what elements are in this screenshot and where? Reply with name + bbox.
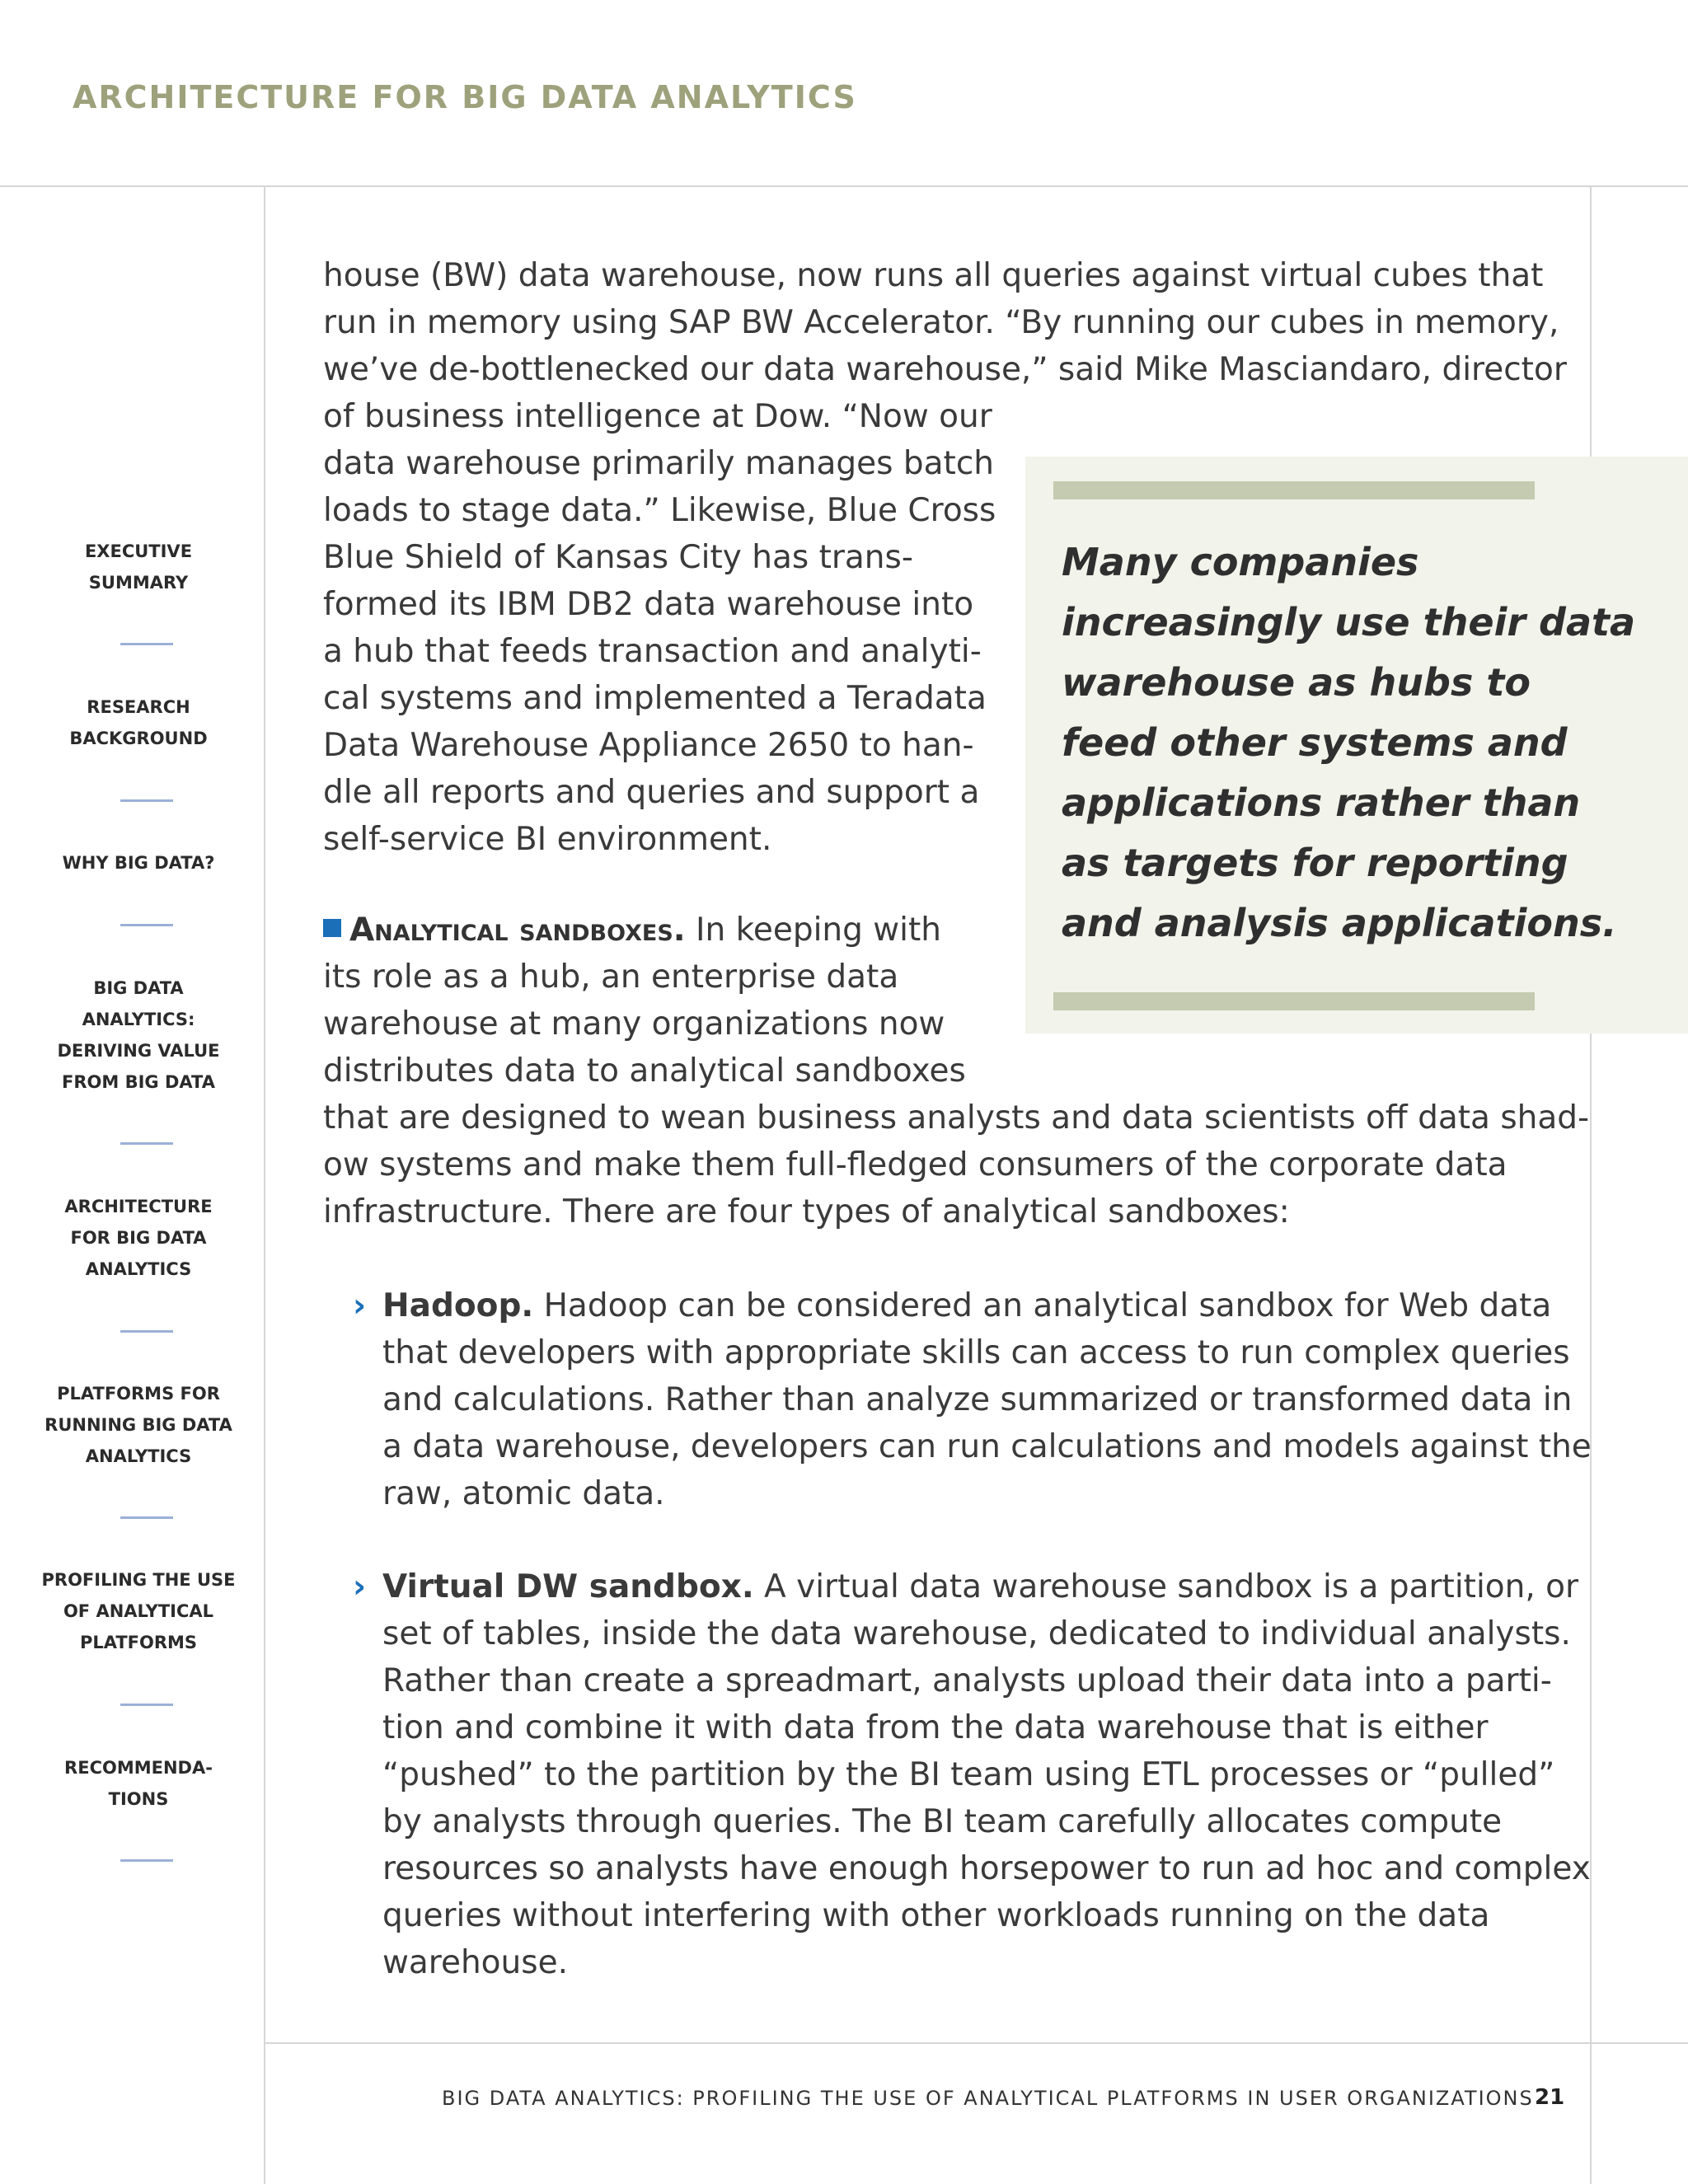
text-line: resources so analysts have enough horsepower to run ad hoc and complex xyxy=(382,1850,1591,1887)
nav-line: EXECUTIVE xyxy=(84,541,193,561)
nav-separator xyxy=(120,1859,173,1862)
nav-line: ANALYTICS xyxy=(85,1259,192,1279)
text-line: formed its IBM DB2 data warehouse into xyxy=(323,586,974,623)
text-line: tion and combine it with data from the data warehouse that is either xyxy=(382,1709,1489,1746)
text-line: set of tables, inside the data warehouse, dedicated to individual analysts. xyxy=(382,1615,1571,1652)
pull-quote-line: warehouse as hubs to xyxy=(1062,660,1531,705)
nav-line: ANALYTICS: xyxy=(82,1010,195,1029)
sidebar-item-executive-summary[interactable] xyxy=(33,536,244,598)
sidebar-item-why-big-data[interactable] xyxy=(33,847,244,879)
sidebar-item-research-background[interactable] xyxy=(33,691,244,754)
nav-line: FROM BIG DATA xyxy=(62,1072,215,1092)
sidebar-item-recommendations[interactable] xyxy=(33,1752,244,1815)
text-run: Hadoop can be considered an analytical sandbox for Web data xyxy=(533,1287,1552,1324)
pull-quote-line: Many companies xyxy=(1062,540,1419,584)
text-line: that developers with appropriate skills can access to run complex queries xyxy=(382,1334,1570,1371)
nav-line: PROFILING THE USE xyxy=(41,1570,236,1590)
header-divider xyxy=(0,185,1688,187)
nav-separator xyxy=(120,1330,173,1333)
nav-line: WHY BIG DATA? xyxy=(62,853,215,873)
nav-separator xyxy=(120,799,173,802)
sidebar-item-architecture[interactable] xyxy=(33,1191,244,1285)
text-line: its role as a hub, an enterprise data xyxy=(323,958,899,996)
chevron-right-icon: › xyxy=(353,1287,367,1324)
pull-quote-line: applications rather than xyxy=(1062,780,1581,825)
pull-quote-line: as targets for reporting xyxy=(1062,841,1568,885)
nav-line: TIONS xyxy=(108,1789,169,1809)
bullet-title: Hadoop. xyxy=(382,1287,534,1324)
pull-quote-line: and analysis applications. xyxy=(1062,901,1617,945)
text-line: that are designed to wean business analysts and data scientists off data shad- xyxy=(323,1099,1590,1137)
text-line xyxy=(323,907,1589,954)
text-line: infrastructure. There are four types of analytical sandboxes: xyxy=(323,1193,1290,1230)
sidebar-item-platforms[interactable] xyxy=(33,1378,244,1472)
text-line: of business intelligence at Dow. “Now our xyxy=(323,398,992,435)
text-line: dle all reports and queries and support a xyxy=(323,774,980,811)
nav-line: OF ANALYTICAL xyxy=(63,1601,214,1621)
nav-separator xyxy=(120,924,173,926)
text-line: loads to stage data.” Likewise, Blue Cross xyxy=(323,492,996,529)
nav-line: SUMMARY xyxy=(88,573,189,593)
footer-running-title: BIG DATA ANALYTICS: PROFILING THE USE OF ANALYTICAL PLATFORMS IN USER ORGANIZATIONS xyxy=(442,2087,1534,2110)
text-line: ow systems and make them full-fledged consumers of the corporate data xyxy=(323,1146,1507,1183)
body-paragraph-1 xyxy=(323,252,1567,863)
text-line: queries without interfering with other workloads running on the data xyxy=(382,1897,1490,1934)
sidebar-item-deriving-value[interactable] xyxy=(33,972,244,1098)
text-line: warehouse at many organizations now xyxy=(323,1005,945,1043)
text-line: by analysts through queries. The BI team carefully allocates compute xyxy=(382,1803,1503,1840)
page-number: 21 xyxy=(1535,2085,1565,2110)
text-run: A virtual data warehouse sandbox is a partition, or xyxy=(753,1568,1579,1605)
text-line: Data Warehouse Appliance 2650 to han- xyxy=(323,727,974,764)
body-paragraph-2 xyxy=(323,907,1589,1235)
text-line: distributes data to analytical sandboxes xyxy=(323,1052,966,1090)
text-line: we’ve de-bottlenecked our data warehouse,” said Mike Masciandaro, director xyxy=(323,351,1567,388)
nav-separator xyxy=(120,643,173,645)
pull-quote-line: increasingly use their data xyxy=(1062,600,1636,644)
text-line xyxy=(353,1563,1591,1610)
bullet-title: Virtual DW sandbox. xyxy=(382,1568,754,1605)
text-line: and calculations. Rather than analyze summarized or transformed data in xyxy=(382,1381,1573,1418)
footer-divider xyxy=(264,2042,1688,2044)
text-run: In keeping with xyxy=(685,912,942,949)
nav-line: BACKGROUND xyxy=(69,729,208,748)
text-line: Blue Shield of Kansas City has trans- xyxy=(323,539,913,576)
nav-separator xyxy=(120,1704,173,1706)
section-header-title: ARCHITECTURE FOR BIG DATA ANALYTICS xyxy=(73,79,857,115)
text-line: warehouse. xyxy=(382,1944,568,1981)
text-line: self-service BI environment. xyxy=(323,821,772,858)
nav-line: DERIVING VALUE xyxy=(57,1041,220,1061)
nav-line: BIG DATA xyxy=(93,978,184,998)
nav-line: RECOMMENDA- xyxy=(64,1758,213,1778)
bullet-hadoop xyxy=(353,1282,1592,1517)
text-line: house (BW) data warehouse, now runs all queries against virtual cubes that xyxy=(323,257,1544,294)
blue-square-bullet-icon xyxy=(323,919,341,937)
text-line: cal systems and implemented a Teradata xyxy=(323,680,987,717)
nav-line: RUNNING BIG DATA xyxy=(45,1415,232,1435)
text-line xyxy=(353,1282,1592,1329)
chevron-right-icon: › xyxy=(353,1568,367,1605)
text-line: raw, atomic data. xyxy=(382,1475,665,1512)
text-line: Rather than create a spreadmart, analysts upload their data into a parti- xyxy=(382,1662,1552,1699)
nav-separator xyxy=(120,1516,173,1519)
nav-separator xyxy=(120,1142,173,1145)
bullet-virtual-dw-sandbox xyxy=(353,1563,1591,1986)
text-line: data warehouse primarily manages batch xyxy=(323,445,994,482)
nav-line: PLATFORMS FOR xyxy=(57,1384,220,1404)
text-line: a data warehouse, developers can run calculations and models against the xyxy=(382,1428,1592,1465)
nav-line: FOR BIG DATA xyxy=(70,1228,207,1248)
text-line: “pushed” to the partition by the BI team using ETL processes or “pulled” xyxy=(382,1756,1555,1793)
nav-line: ANALYTICS xyxy=(85,1446,192,1466)
text-line: a hub that feeds transaction and analyti- xyxy=(323,633,982,670)
nav-line: ARCHITECTURE xyxy=(64,1197,213,1216)
nav-line: RESEARCH xyxy=(87,697,190,717)
text-line: run in memory using SAP BW Accelerator. “By running our cubes in memory, xyxy=(323,304,1559,341)
sidebar-item-profiling[interactable] xyxy=(33,1564,244,1658)
sandbox-heading: Analytical sandboxes. xyxy=(349,912,686,949)
sidebar-divider xyxy=(264,186,265,2184)
nav-line: PLATFORMS xyxy=(79,1633,198,1652)
pull-quote-line: feed other systems and xyxy=(1062,720,1568,765)
